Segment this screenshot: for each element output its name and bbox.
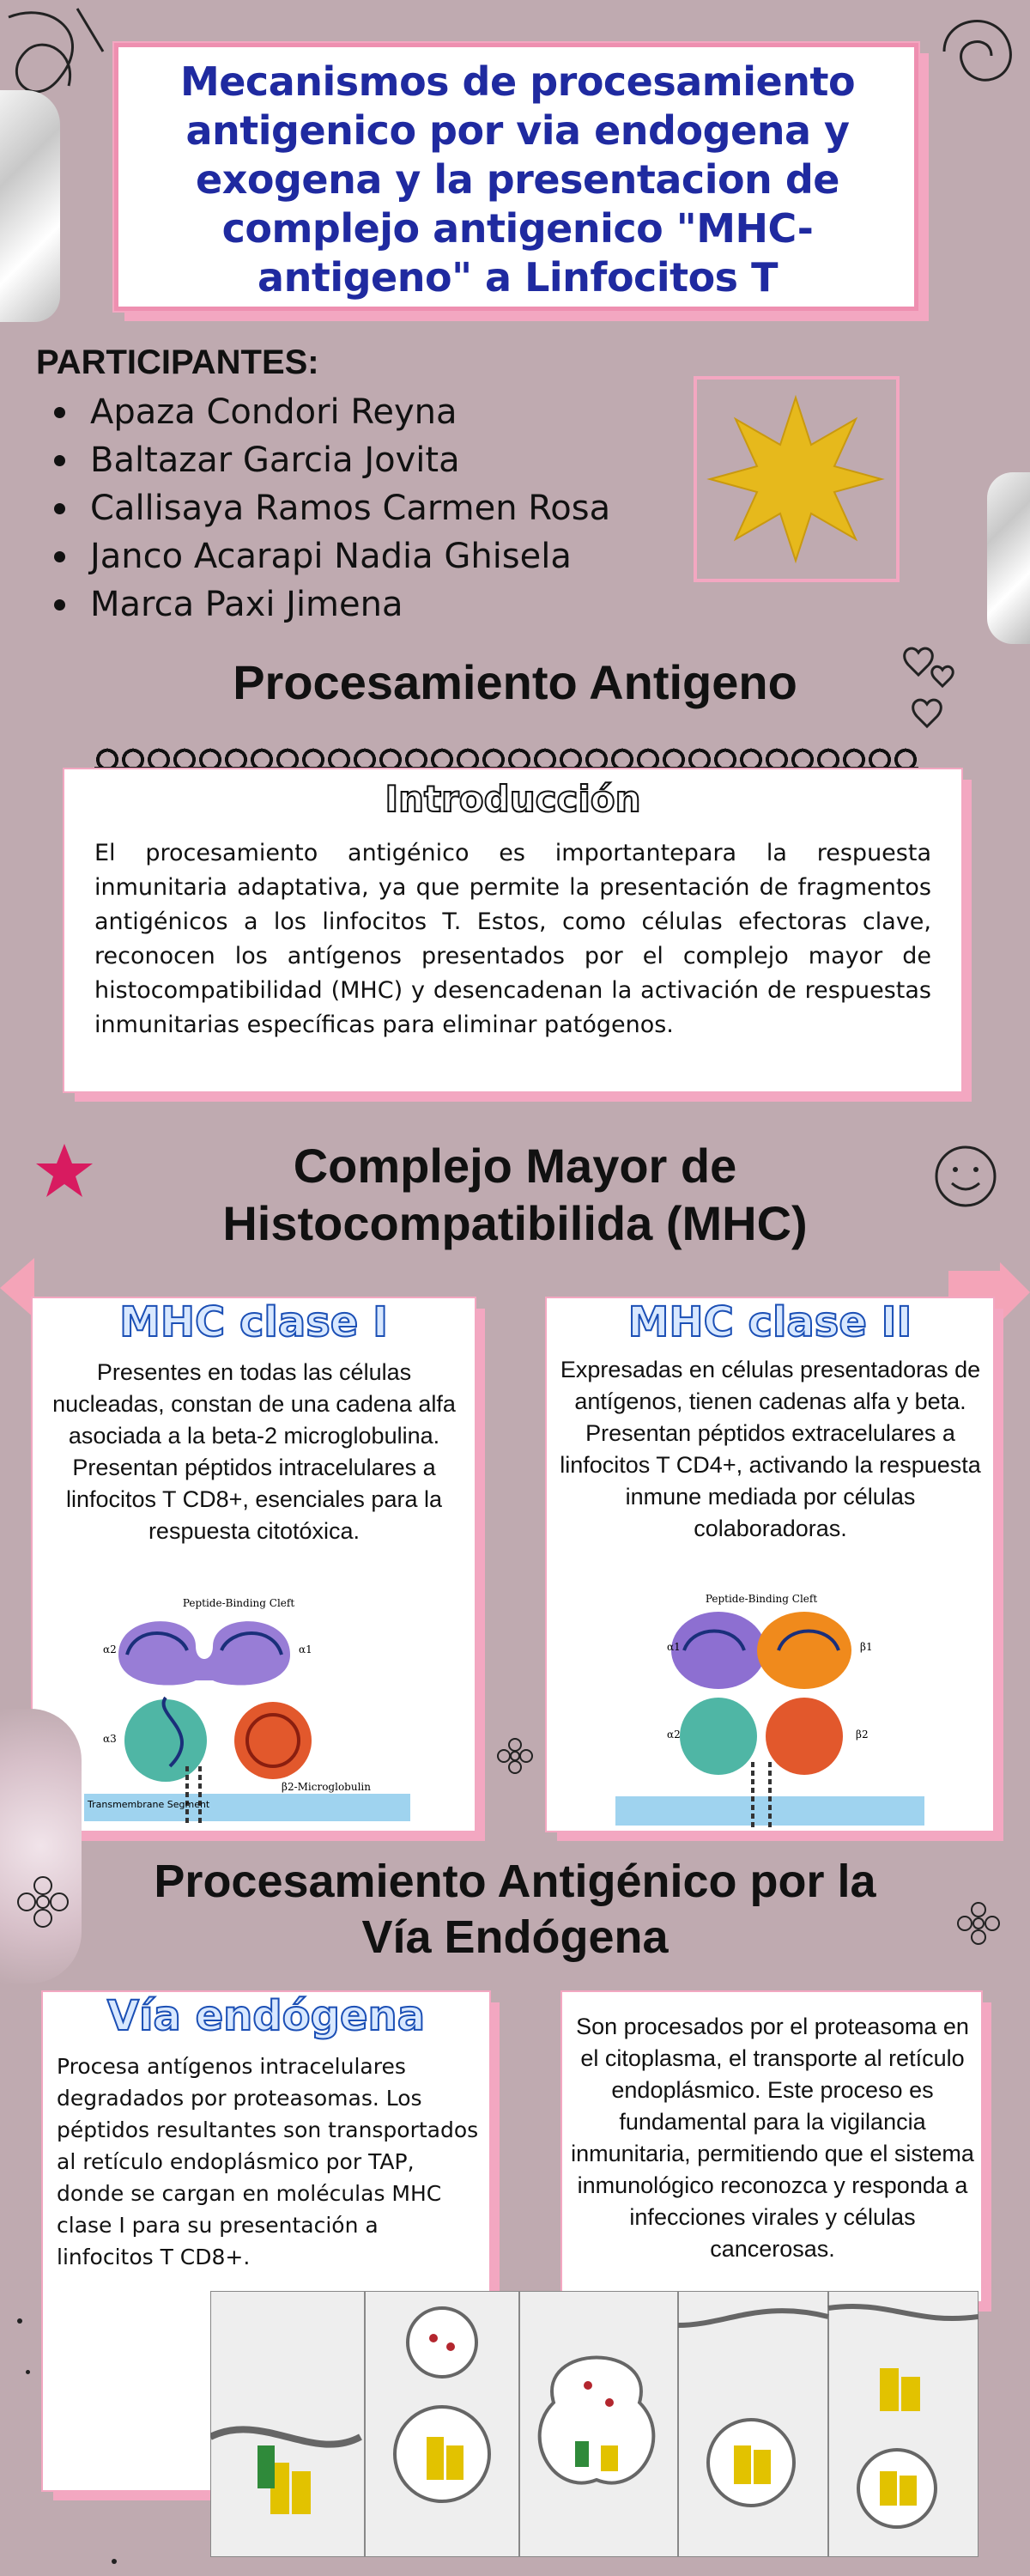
dot-decoration (112, 2559, 117, 2564)
crumpled-paper-right (987, 472, 1030, 644)
participant-item: Marca Paxi Jimena (39, 580, 674, 629)
spiral-doodle-icon (927, 0, 1030, 103)
fig-b2m-label: β2-Microglobulin (282, 1781, 371, 1793)
endogenous-pathway-figure (210, 2291, 978, 2557)
endogenous-title: Vía endógena (106, 1992, 426, 2040)
intro-card (64, 769, 961, 1091)
flower-doodle-icon (494, 1735, 536, 1777)
fig-alpha1-label: α1 (299, 1643, 312, 1656)
fig2-beta2-label: β2 (856, 1728, 869, 1741)
participant-item: Baltazar Garcia Jovita (39, 436, 674, 484)
fig-cleft-label: Peptide-Binding Cleft (182, 1597, 295, 1609)
mhc-class-2-card (547, 1298, 993, 1831)
intro-text: El procesamiento antigénico es importantepara la respuesta inmunitaria adaptativa, ya que permite la presentación de fragmentos antigénicos a los linfocitos T. Estos, como células efectoras clave, reconocen los antígenos presentados por el complejo mayor de histocompatibilidad (MHC) y desencadenan la activación de respuestas inmunitarias específicas para eliminar patógenos. (94, 840, 931, 1038)
mhc-class-2-text: Expresadas en células presentadoras de antígenos, tienen cadenas alfa y beta. Presentan péptidos extracelulares a linfocitos T CD4+, activando la respuesta inmune mediada por células colaboradoras. (560, 1357, 981, 1541)
participants-heading: PARTICIPANTES: (36, 343, 319, 381)
dot-decoration (26, 2370, 30, 2374)
section-heading-mhc-line2: Histocompatibilida (MHC) (222, 1196, 808, 1250)
mhc-class-1-diagram (84, 1595, 445, 1826)
fig2-cleft-label: Peptide-Binding Cleft (705, 1593, 818, 1605)
title-card (114, 43, 918, 311)
section-heading-endogenous-line2: Vía Endógena (361, 1911, 669, 1963)
intro-title: Introducción (385, 778, 641, 820)
mhc-class-1-title: MHC clase I (119, 1298, 388, 1346)
section-heading-processing: Procesamiento Antigeno (233, 655, 797, 709)
section-heading-endogenous-line1: Procesamiento Antigénico por la (154, 1856, 876, 1907)
fig2-alpha1-label: α1 (667, 1641, 681, 1653)
participant-item: Janco Acarapi Nadia Ghisela (39, 532, 674, 580)
endogenous-right-card (562, 1992, 981, 2301)
mhc-class-2-diagram (607, 1590, 950, 1831)
fig-alpha3-label: α3 (103, 1733, 117, 1745)
fig-transmembrane-label: Transmembrane Segment (88, 1799, 210, 1810)
mhc-class-2-title: MHC clase II (627, 1298, 912, 1346)
mhc-class-1-text: Presentes en todas las células nucleadas, constan de una cadena alfa asociada a la beta-2 microglobulina. Presentan péptidos intracelulares a linfocitos T CD8+, esenciales para la respuesta citotóxica. (52, 1359, 456, 1544)
mhc-class-1-card (33, 1298, 475, 1831)
gold-star-icon (706, 393, 886, 565)
fig-alpha2-label: α2 (103, 1643, 117, 1656)
endogenous-right-text: Son procesados por el proteasoma en el citoplasma, el transporte al retículo endoplásmico. Este proceso es fundamental para la vigilancia inmunitaria, permitiendo que el sistema inmunológico reconozca y responda a infecciones virales y células cancerosas. (571, 2014, 974, 2262)
fig2-alpha2-label: α2 (667, 1728, 681, 1741)
participants-list (39, 388, 674, 629)
fig2-beta1-label: β1 (860, 1641, 873, 1653)
section-heading-mhc-line1: Complejo Mayor de (293, 1139, 737, 1193)
dot-decoration (17, 2318, 22, 2324)
spiral-binding (94, 744, 918, 773)
endogenous-left-text: Procesa antígenos intracelulares degradados por proteasomas. Los péptidos resultantes son transportados al retículo endoplásmico por TAP, donde se cargan en moléculas MHC clase I para su presentación a linfocitos T CD8+. (57, 2054, 479, 2269)
arrow-left-icon (0, 1258, 34, 1318)
page-title: Mecanismos de procesamiento antigenico por via endogena y exogena y la presentacion de complejo antigenico "MHC-antigeno" a Linfocitos T (179, 58, 856, 301)
participant-item: Callisaya Ramos Carmen Rosa (39, 484, 674, 532)
crumpled-paper-left (0, 90, 60, 322)
participant-item: Apaza Condori Reyna (39, 388, 674, 436)
